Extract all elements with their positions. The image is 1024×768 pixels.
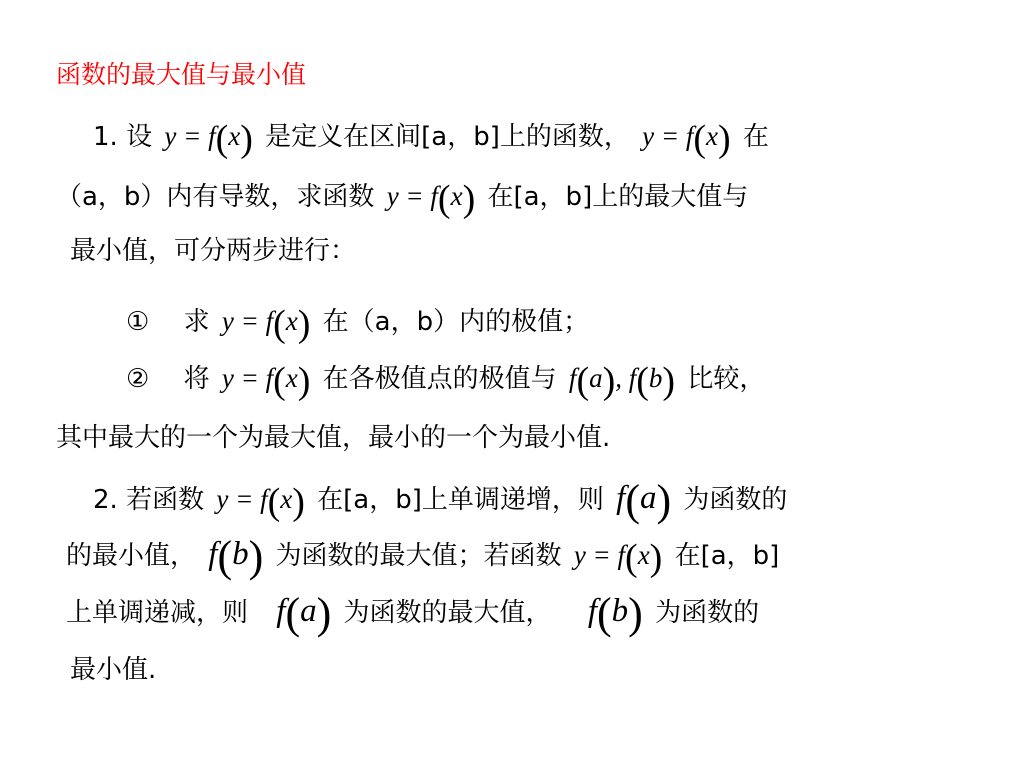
para2-line4: 最小值. [70,655,157,685]
step2-marker: ② [126,364,150,394]
para2-line3 [66,589,760,638]
formula-f-b: f(b) [587,589,643,638]
formula-y-equals-f-x: y = f(x) [573,537,663,579]
para2-text: 为函数的 [655,598,760,628]
para2-text: 在[a，b]上单调递增，则 [317,485,604,515]
para1-line1 [93,120,769,158]
para2-text: 上单调递减，则 [66,598,249,628]
slide-title: 函数的最大值与最小值 [56,60,307,89]
formula-f-a-comma-f-b: f(a), f(b) [568,360,676,402]
formula-y-equals-f-x: y = f(x) [386,178,476,220]
para2-text: 为函数的最大值， [343,598,552,628]
step2-conclusion: 其中最大的一个为最大值，最小的一个为最小值. [56,423,611,453]
formula-y-equals-f-x: y = f(x) [221,303,311,345]
para1-text: 在 [742,122,769,152]
step1-text: 在（a，b）内的极值； [322,307,590,337]
formula-f-b: f(b) [208,532,264,581]
formula-f-a: f(a) [276,589,332,638]
para2-line1 [93,476,788,525]
para1-line3 [70,238,356,264]
para1-text: 设 [126,122,153,152]
step2-text: 在各极值点的极值与 [322,364,557,394]
para1-text: 是定义在区间[a，b]上的函数， [265,122,630,152]
para1-text: 最小值，可分两步进行： [70,236,357,266]
step2-line [126,362,765,400]
step1-text: 求 [183,307,210,337]
formula-f-a: f(a) [616,476,672,525]
para1-text: 在[a，b]上的最大值与 [487,182,749,212]
para2-text: 若函数 [126,485,205,515]
step1-marker: ① [126,307,150,337]
para2-text: 为函数的最大值；若函数 [275,541,562,571]
step1-line [126,305,589,343]
step2-text: 将 [183,364,210,394]
formula-y-equals-f-x: y = f(x) [642,118,731,160]
para2-text: 为函数的 [683,485,788,515]
step2-text: 比较， [687,364,766,394]
para1-text: （a，b）内有导数，求函数 [56,182,375,212]
formula-y-equals-f-x: y = f(x) [221,360,311,402]
formula-y-equals-f-x: y = f(x) [216,481,305,523]
para2-line2 [66,532,780,581]
formula-y-equals-f-x: y = f(x) [164,118,253,160]
para2-text: 的最小值， [66,541,197,571]
para1-line2 [56,180,748,218]
para1-number: 1. [93,122,118,152]
para2-text: 在[a，b] [674,541,780,571]
para2-number: 2. [93,485,118,515]
